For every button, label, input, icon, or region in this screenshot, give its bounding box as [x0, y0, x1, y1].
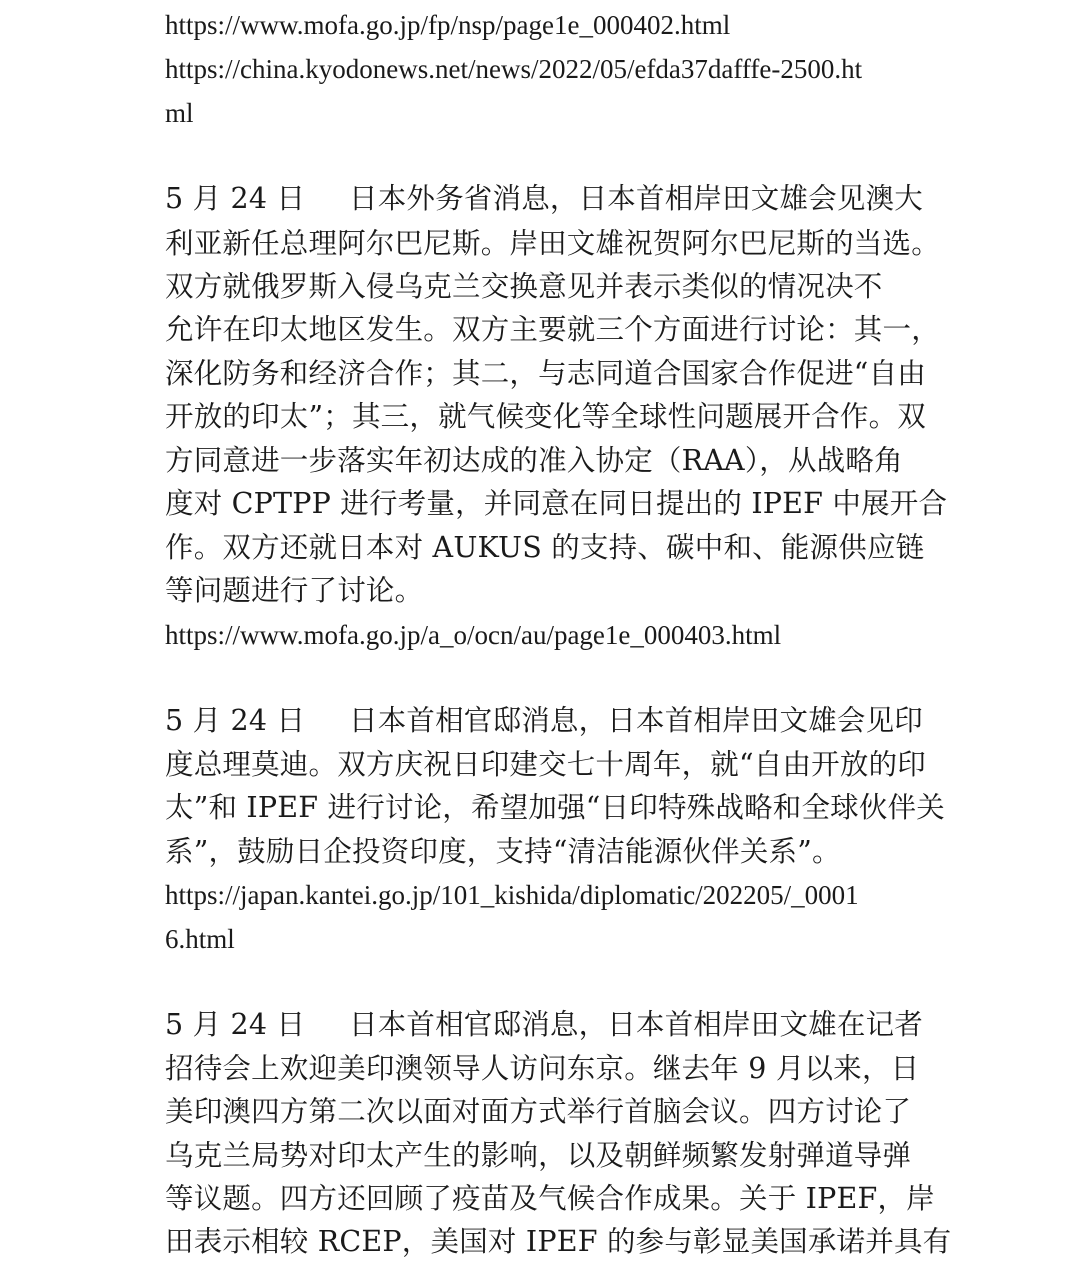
entry-text-line: 等议题。四方还回顾了疫苗及气候合作成果。关于 IPEF，岸	[165, 1182, 935, 1215]
entry-text-line: 度对 CPTPP 进行考量，并同意在同日提出的 IPEF 中展开合	[165, 487, 948, 520]
entry-first-line	[165, 177, 923, 221]
entry-text-line: 方同意进一步落实年初达成的准入协定（RAA），从战略角	[165, 444, 903, 477]
entry-text-line: 作。双方还就日本对 AUKUS 的支持、碳中和、能源供应链	[165, 531, 925, 564]
entry-text-line: 深化防务和经济合作；其二，与志同道合国家合作促进“自由	[165, 357, 926, 390]
entry-text: 日本首相官邸消息，日本首相岸田文雄在记者	[349, 1008, 924, 1041]
reference-url[interactable]: https://www.mofa.go.jp/fp/nsp/page1e_000402.html	[165, 10, 731, 40]
entry-text-line: 美印澳四方第二次以面对面方式举行首脑会议。四方讨论了	[165, 1095, 912, 1128]
entry-text-line: 双方就俄罗斯入侵乌克兰交换意见并表示类似的情况决不	[165, 270, 883, 303]
entry-text-line: 等问题进行了讨论。	[165, 574, 424, 607]
reference-url[interactable]: https://china.kyodonews.net/news/2022/05/efda37dafffe-2500.ht	[165, 54, 863, 84]
entry-first-line	[165, 1003, 923, 1047]
entry-text-line: 利亚新任总理阿尔巴尼斯。岸田文雄祝贺阿尔巴尼斯的当选。	[165, 227, 940, 260]
entry-text-line: 田表示相较 RCEP，美国对 IPEF 的参与彰显美国承诺并具有	[165, 1225, 952, 1258]
entry-text-line: 允许在印太地区发生。双方主要就三个方面进行讨论：其一，	[165, 313, 940, 346]
entry-text-line: 太”和 IPEF 进行讨论，希望加强“日印特殊战略和全球伙伴关	[165, 791, 945, 824]
entry-date: 5 月 24 日	[165, 182, 306, 215]
entry-date: 5 月 24 日	[165, 1008, 306, 1041]
entry-text-line: 招待会上欢迎美印澳领导人访问东京。继去年 9 月以来，日	[165, 1052, 920, 1085]
entry-text-line: 系”，鼓励日企投资印度，支持“清洁能源伙伴关系”。	[165, 835, 841, 868]
reference-url[interactable]: https://www.mofa.go.jp/a_o/ocn/au/page1e_000403.html	[165, 620, 782, 650]
reference-url-continuation[interactable]: ml	[165, 98, 194, 128]
reference-url-continuation[interactable]: 6.html	[165, 924, 235, 954]
entry-text-line: 乌克兰局势对印太产生的影响，以及朝鲜频繁发射弹道导弹	[165, 1139, 912, 1172]
entry-date: 5 月 24 日	[165, 704, 306, 737]
entry-first-line	[165, 699, 923, 743]
entry-text-line: 开放的印太”；其三，就气候变化等全球性问题展开合作。双	[165, 400, 926, 433]
entry-text-line: 度总理莫迪。双方庆祝日印建交七十周年，就“自由开放的印	[165, 748, 926, 781]
reference-url[interactable]: https://japan.kantei.go.jp/101_kishida/diplomatic/202205/_0001	[165, 880, 859, 910]
entry-text: 日本外务省消息，日本首相岸田文雄会见澳大	[349, 182, 924, 215]
entry-text: 日本首相官邸消息，日本首相岸田文雄会见印	[349, 704, 924, 737]
